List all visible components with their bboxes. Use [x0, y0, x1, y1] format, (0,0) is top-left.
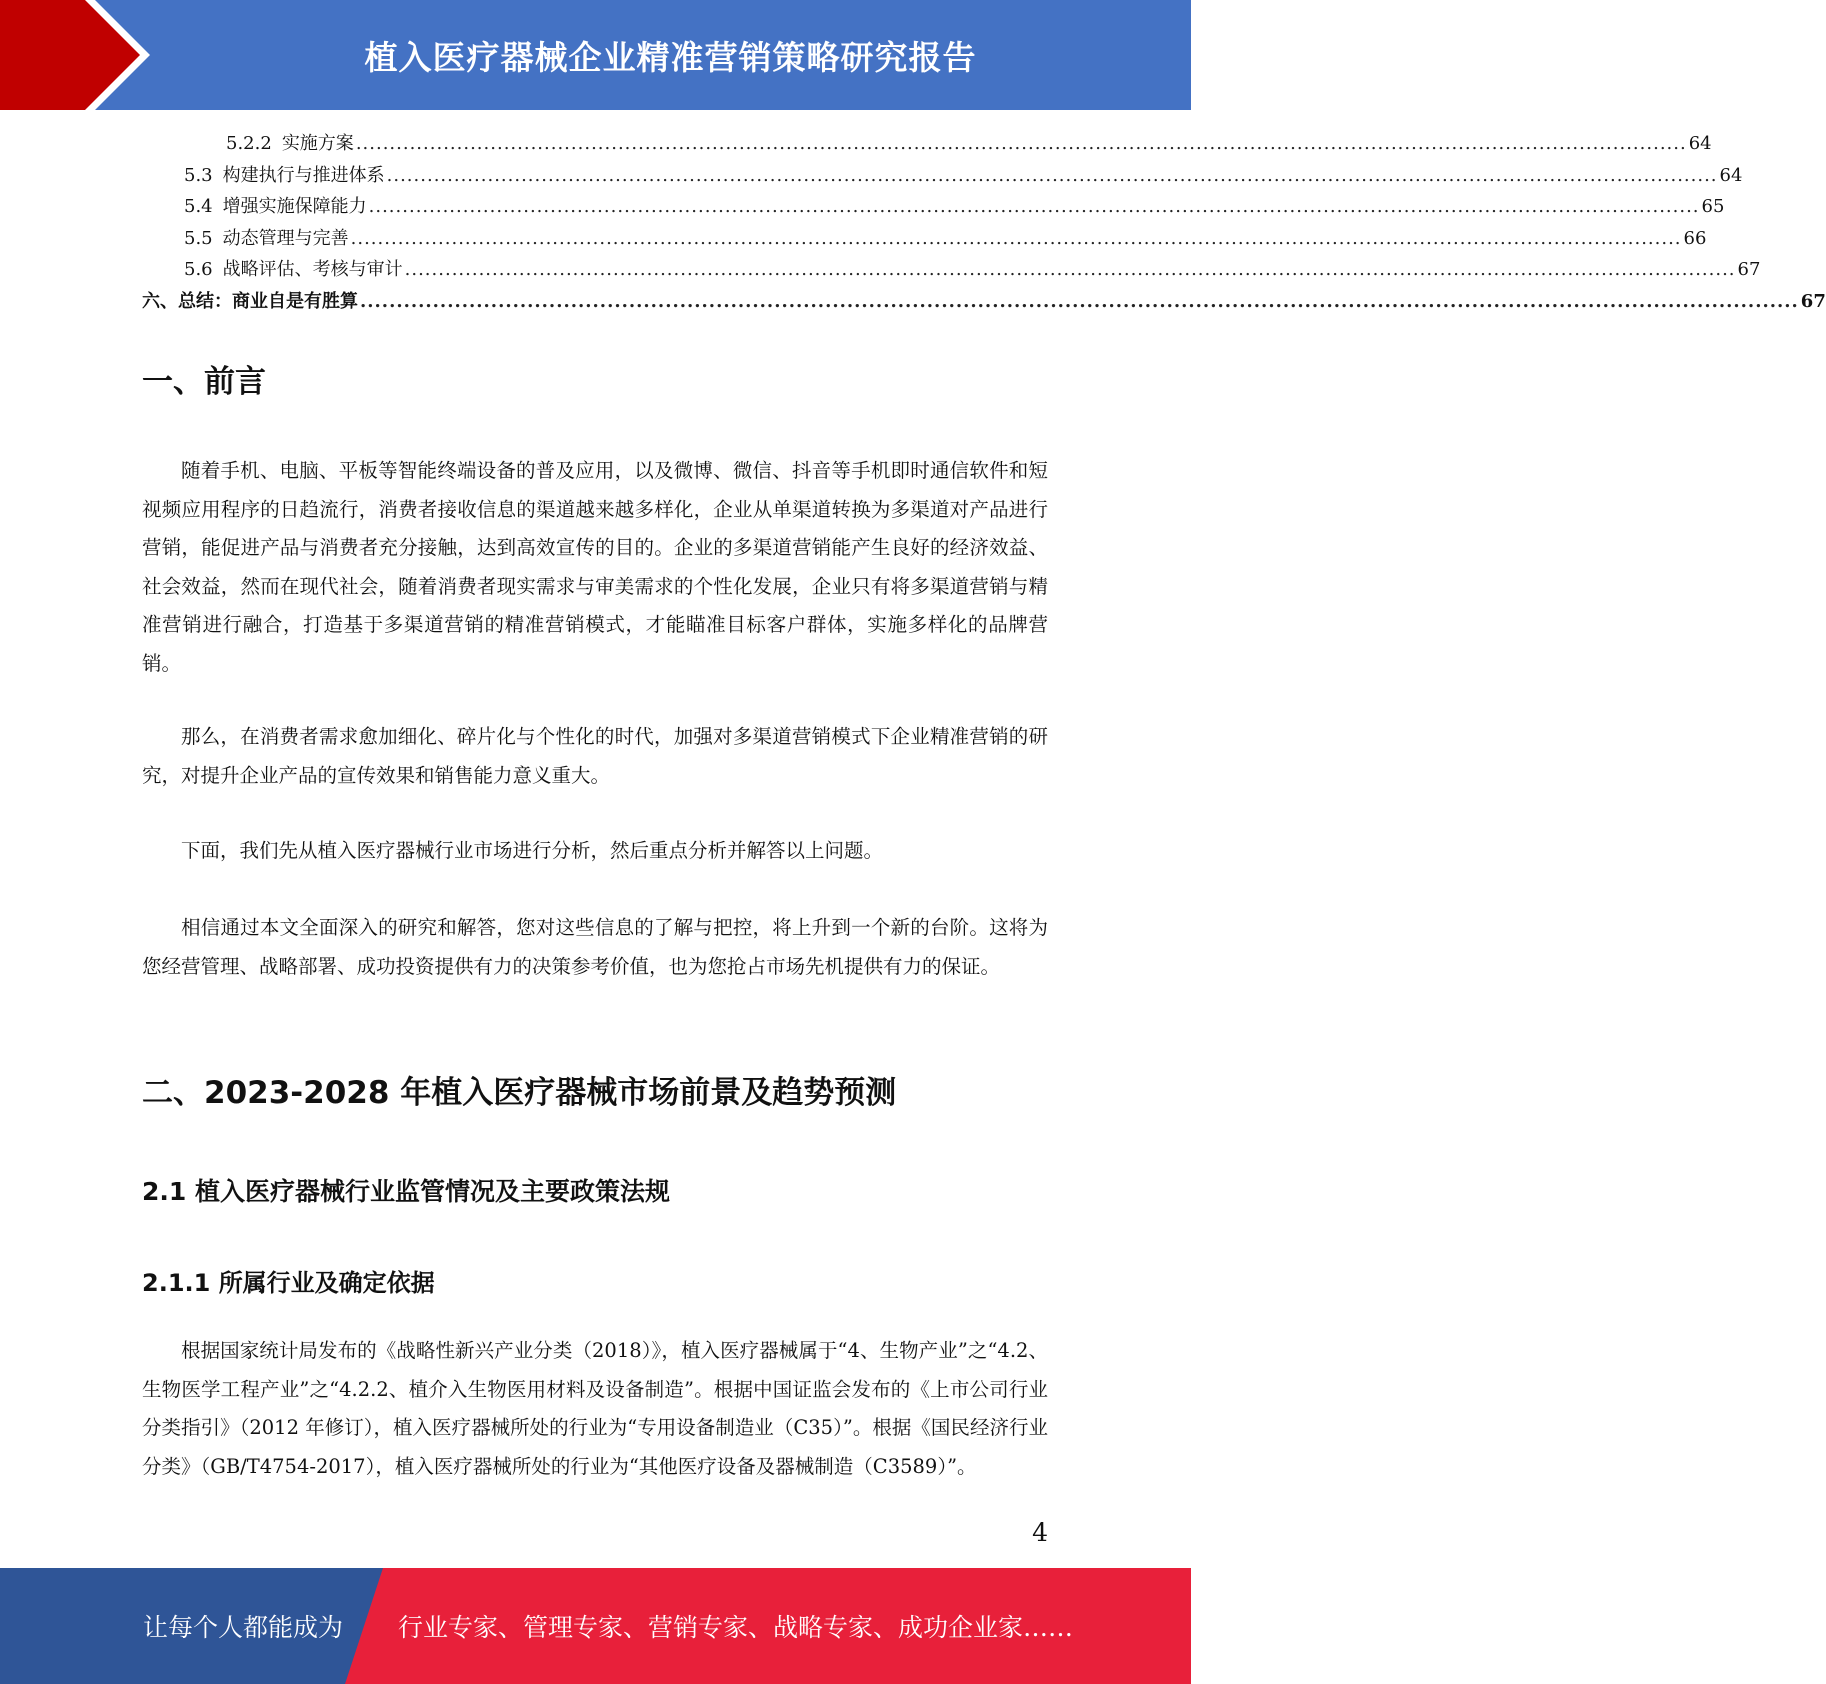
toc-entry-number: 5.4	[184, 196, 213, 217]
page-footer	[0, 1568, 1191, 1684]
toc-leader-dots: ......................................................................................................................................................................................................	[360, 290, 1799, 312]
chapter-2-heading: 二、2023-2028 年植入医疗器械市场前景及趋势预测	[142, 1075, 897, 1111]
section-2-1-heading: 2.1 植入医疗器械行业监管情况及主要政策法规	[142, 1177, 670, 1206]
toc-entry-page: 64	[1719, 164, 1743, 186]
toc-entry-label: 战略评估、考核与审计	[222, 259, 403, 280]
toc-entry-number: 5.2.2	[226, 133, 272, 154]
toc-leader-dots: ......................................................................................................................................................................................................	[355, 133, 1687, 154]
preface-paragraph-3: 下面，我们先从植入医疗器械行业市场进行分析，然后重点分析并解答以上问题。	[181, 839, 884, 862]
section-2-1-1-heading: 2.1.1 所属行业及确定依据	[142, 1269, 435, 1297]
toc-entry-page: 67	[1800, 290, 1826, 312]
toc-leader-dots: ......................................................................................................................................................................................................	[386, 164, 1718, 186]
table-of-contents	[142, 128, 1826, 317]
toc-entry[interactable]	[142, 160, 1743, 192]
toc-entry[interactable]	[142, 286, 1826, 318]
toc-entry-page: 66	[1683, 227, 1707, 249]
toc-leader-dots: ......................................................................................................................................................................................................	[368, 196, 1700, 217]
preface-heading: 一、前言	[142, 364, 266, 400]
header-chevron-icon	[0, 0, 160, 110]
toc-entry-label: 构建执行与推进体系	[222, 164, 385, 186]
toc-entry-number: 5.5	[184, 227, 213, 249]
report-title: 植入医疗器械企业精准营销策略研究报告	[364, 37, 977, 77]
page-number: 4	[1032, 1518, 1048, 1547]
toc-entry-page: 64	[1688, 133, 1712, 154]
preface-paragraph-1: 随着手机、电脑、平板等智能终端设备的普及应用，以及微博、微信、抖音等手机即时通信软件和短视频应用程序的日趋流行，消费者接收信息的渠道越来越多样化，企业从单渠道转换为多渠道对产品进行营销，能促进产品与消费者充分接触，达到高效宣传的目的。企业的多渠道营销能产生良好的经济效益、社会效益，然而在现代社会，随着消费者现实需求与审美需求的个性化发展，企业只有将多渠道营销与精准营销进行融合，打造基于多渠道营销的精准营销模式，才能瞄准目标客户群体，实施多样化的品牌营销。	[142, 459, 1048, 675]
page-header	[0, 0, 1191, 110]
toc-leader-dots: ......................................................................................................................................................................................................	[350, 227, 1682, 249]
toc-entry[interactable]	[142, 254, 1761, 286]
toc-entry-label: 增强实施保障能力	[222, 196, 367, 217]
toc-entry-label: 六、总结：商业自是有胜算	[142, 290, 358, 312]
footer-slogan-right: 行业专家、管理专家、营销专家、战略专家、成功企业家……	[398, 1613, 1074, 1642]
toc-entry-label: 实施方案	[281, 133, 354, 154]
preface-paragraph-4: 相信通过本文全面深入的研究和解答，您对这些信息的了解与把控，将上升到一个新的台阶。这将为您经营管理、战略部署、成功投资提供有力的决策参考价值，也为您抢占市场先机提供有力的保证。	[142, 916, 1048, 978]
section-2-1-1-paragraph: 根据国家统计局发布的《战略性新兴产业分类（2018）》，植入医疗器械属于“4、生物产业”之“4.2、生物医学工程产业”之“4.2.2、植介入生物医用材料及设备制造”。根据中国证监会发布的《上市公司行业分类指引》（2012 年修订），植入医疗器械所处的行业为“专用设备制造业（C35）”。根据《国民经济行业分类》（GB/T4754-2017），植入医疗器械所处的行业为“其他医疗设备及器械制造（C3589）”。	[142, 1339, 1048, 1478]
toc-entry-page: 65	[1701, 196, 1725, 217]
footer-slogan-left: 让每个人都能成为	[143, 1613, 344, 1642]
toc-entry[interactable]	[142, 223, 1707, 255]
toc-entry-label: 动态管理与完善	[222, 227, 349, 249]
toc-entry-number: 5.3	[184, 164, 213, 186]
preface-paragraph-2: 那么，在消费者需求愈加细化、碎片化与个性化的时代，加强对多渠道营销模式下企业精准营销的研究，对提升企业产品的宣传效果和销售能力意义重大。	[142, 725, 1048, 787]
toc-entry[interactable]	[142, 191, 1725, 223]
toc-entry[interactable]	[142, 128, 1712, 160]
toc-entry-number: 5.6	[184, 259, 213, 280]
toc-leader-dots: ......................................................................................................................................................................................................	[404, 259, 1736, 280]
toc-entry-page: 67	[1737, 259, 1761, 280]
